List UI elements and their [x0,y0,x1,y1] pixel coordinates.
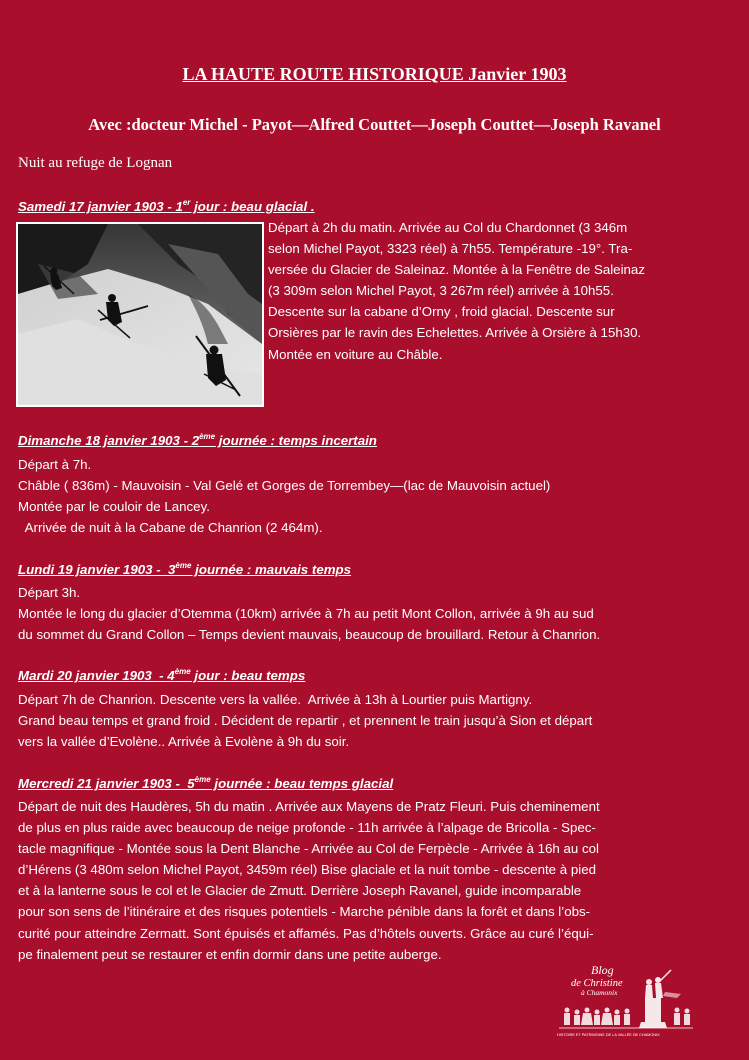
day-4-heading-text: Mardi 20 janvier 1903 - 4 [18,668,175,683]
text-line: Départ de nuit des Haudères, 5h du matin . Arrivée aux Mayens de Pratz Fleuri. Puis cheminement [18,799,600,814]
day-2-heading [18,433,377,448]
blog-logo [553,960,695,1040]
text-line: (3 309m selon Michel Payot, 3 267m réel) arrivée à 10h55. [268,283,614,299]
night-note: Nuit au refuge de Lognan [18,155,173,171]
photo-skiers-climbing-icon [18,224,262,405]
text-line: pe finalement peut se restaurer et enfin dormir dans une petite auberge. [18,946,442,962]
day-2-heading-text: Dimanche 18 janvier 1903 - 2 [18,433,200,448]
logo-tagline: HISTOIRE ET PATRIMOINE DE LA VALLÉE DE CHAMONIX [557,1033,660,1037]
day-3-heading-sup: ème [175,561,192,570]
text-line: Départ 3h. [18,585,81,600]
blog-logo-icon [553,960,695,1040]
logo-line-2: de Christine [571,978,623,989]
day-1-heading-text: Samedi 17 janvier 1903 - 1 [18,199,183,214]
text-line: curité pour atteindre Zermatt. Sont épuisés et affamés. Pas d’hôtels ouverts. Grâce au curé l’équi- [18,925,594,941]
day-1-heading-rest: jour : beau glacial . [190,199,315,214]
day-1-heading [18,199,315,214]
text-line: vers la vallée d’Evolène.. Arrivée à Evolène à 9h du soir. [18,734,350,750]
participants-line: Avec :docteur Michel - Payot—Alfred Couttet—Joseph Couttet—Joseph Ravanel [88,115,661,134]
text-line: Descente sur la cabane d’Orny , froid glacial. Descente sur [268,304,615,320]
day-3-heading-rest: journée : mauvais temps [191,562,352,577]
text-line: selon Michel Payot, 3323 réel) à 7h55. Température -19°. Tra- [268,241,633,257]
day-5-heading-sup: ème [194,775,211,784]
day-5-heading-text: Mercredi 21 janvier 1903 - 5 [18,776,195,791]
text-line: d’Hérens (3 480m selon Michel Payot, 3459m réel) Bise glaciale et la nuit tombe - descente à pied [18,862,596,878]
day-4-heading-sup: ème [174,667,191,676]
text-line: de plus en plus raide avec beaucoup de neige profonde - 11h arrivée à l’alpage de Bricolla - Spec- [18,820,596,836]
day-1-text [268,217,738,365]
text-line: Départ à 7h. [18,457,92,472]
day-2-heading-rest: journée : temps incertain [215,433,377,448]
text-line: Arrivée de nuit à la Cabane de Chanrion (2 464m). [18,520,323,536]
text-line: Départ à 2h du matin. Arrivée au Col du Chardonnet (3 346m [268,220,628,235]
day-2-heading-sup: ème [199,432,216,441]
day-4-text [18,689,730,752]
text-line: du sommet du Grand Collon – Temps devient mauvais, beaucoup de brouillard. Retour à Chanrion. [18,627,601,643]
logo-line-1: Blog [591,963,614,977]
day-2-text [18,454,730,538]
text-line: pour son sens de l’itinéraire et des risques potentiels - Marche pénible dans la forêt et dans l’obs- [18,904,591,920]
day-5-heading [18,776,393,791]
text-line: versée du Glacier de Saleinaz. Montée à la Fenêtre de Saleinaz [268,262,645,278]
day-3-heading [18,562,351,577]
day-1-heading-sup: er [182,198,191,207]
text-line: Montée par le couloir de Lancey. [18,499,210,515]
text-line: et à la lanterne sous le col et le Glacier de Zmutt. Derrière Joseph Ravanel, guide incomparable [18,883,582,899]
page-title: LA HAUTE ROUTE HISTORIQUE Janvier 1903 [182,64,567,84]
text-line: Montée en voiture au Châble. [268,346,443,362]
day-4-heading-rest: jour : beau temps [190,668,306,683]
text-line: Montée le long du glacier d’Otemma (10km) arrivée à 7h au petit Mont Collon, arrivée à 9h au sud [18,606,594,622]
historic-photo [16,222,264,407]
day-5-heading-rest: journée : beau temps glacial [210,776,394,791]
day-3-text [18,582,730,645]
text-line: Départ 7h de Chanrion. Descente vers la vallée. Arrivée à 13h à Lourtier puis Martigny. [18,692,533,707]
text-line: Orsières par le ravin des Echelettes. Arrivée à Orsière à 15h30. [268,325,642,341]
day-4-heading [18,668,305,683]
text-line: Châble ( 836m) - Mauvoisin - Val Gelé et Gorges de Torrembey—(lac de Mauvoisin actuel) [18,478,551,494]
day-5-text [18,796,730,965]
day-3-heading-text: Lundi 19 janvier 1903 - 3 [18,562,176,577]
text-line: tacle magnifique - Montée sous la Dent Blanche - Arrivée au Col de Ferpècle - Arrivée à 16h au col [18,841,599,857]
logo-line-3: à Chamonix [581,988,618,997]
text-line: Grand beau temps et grand froid . Décident de repartir , et prennent le train jusqu’à Sion et départ [18,713,593,729]
